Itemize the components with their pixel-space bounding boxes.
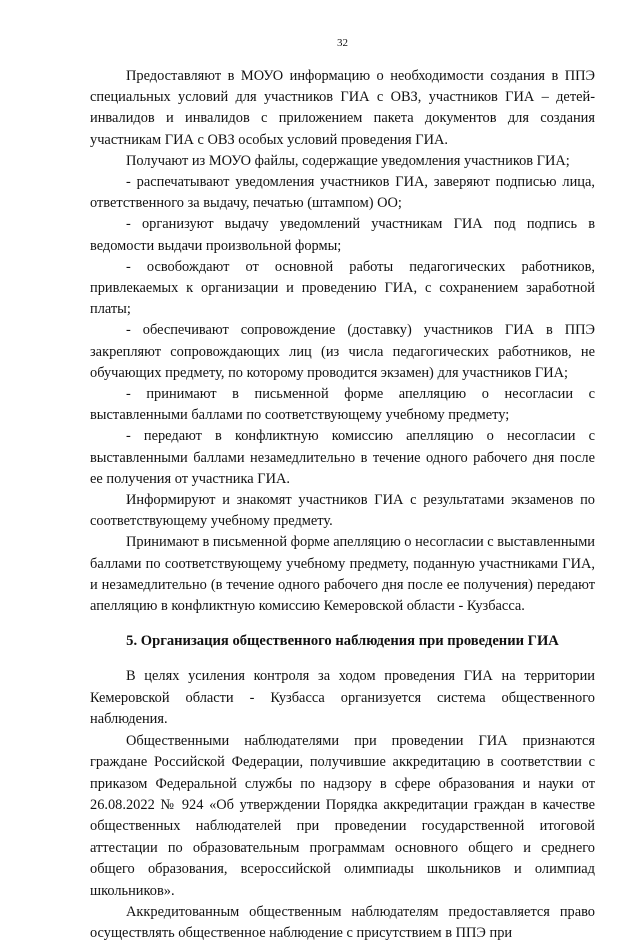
paragraph-observation-system: В целях усиления контроля за ходом проведения ГИА на территории Кемеровской области - Кузбасса организуется система общественного наблюдения. xyxy=(90,668,595,728)
list-item-escort: - обеспечивают сопровождение (доставку) участников ГИА в ППЭ закрепляют сопровождающих лиц (из числа педагогических работников, не обучающих предмету, по которому проводится экзамен) для участников ГИА; xyxy=(90,322,595,381)
paragraph-observers-rights: Аккредитованным общественным наблюдателям предоставляется право осуществлять общественное наблюдение с присутствием в ППЭ при xyxy=(90,903,595,942)
list-item-issue-notices: - организуют выдачу уведомлений участникам ГИА под подпись в ведомости выдачи произвольной формы; xyxy=(90,216,595,254)
paragraph-inform-results: Информируют и знакомят участников ГИА с результатами экзаменов по соответствующему учебному предмету. xyxy=(90,492,595,530)
paragraph-receive-files: Получают из МОУО файлы, содержащие уведомления участников ГИА; xyxy=(126,152,570,169)
page-number: 32 xyxy=(337,37,348,49)
section-public-observation xyxy=(90,666,595,944)
paragraph-mouo-info: Предоставляют в МОУО информацию о необходимости создания в ППЭ специальных условий для участников ГИА с ОВЗ, участников ГИА – детей-инвалидов и инвалидов с приложением пакета документов для создания участникам ГИА с ОВЗ особых условий проведения ГИА. xyxy=(90,68,595,148)
paragraph-accept-appeals: Принимают в письменной форме апелляцию о несогласии с выставленными баллами по соответствующему учебному предмету, поданную участниками ГИА, и незамедлительно (в течение одного рабочего дня после ее получения) передают апелляцию в конфликтную комиссию Кемеровской области - Кузбасса. xyxy=(90,534,595,615)
list-item-accept-appeal: - принимают в письменной форме апелляцию о несогласии с выставленными баллами по соответствующему учебному предмету; xyxy=(90,386,595,424)
section-heading: 5. Организация общественного наблюдения при проведении ГИА xyxy=(126,633,559,650)
list-item-release-staff: - освобождают от основной работы педагогических работников, привлекаемых к организации и проведению ГИА, с сохранением заработной платы; xyxy=(90,258,595,318)
paragraph-observers-definition: Общественными наблюдателями при проведении ГИА признаются граждане Российской Федерации, получившие аккредитацию в соответствии с приказом Федеральной службы по надзору в сфере образования и науки от 26.08.2022 № 924 «Об утверждении Порядка аккредитации граждан в качестве общественных наблюдателей при проведении государственной итоговой аттестации по образовательным программам основного общего и среднего общего образования, всероссийской олимпиады школьников и олимпиад школьников». xyxy=(90,732,595,899)
list-item-print-notices: - распечатывают уведомления участников ГИА, заверяют подписью лица, ответственного за выдачу, печатью (штампом) ОО; xyxy=(90,174,595,212)
section-responsibilities xyxy=(90,66,595,617)
list-item-forward-appeal: - передают в конфликтную комиссию апелляцию о несогласии с выставленными баллами незамедлительно в течение одного рабочего дня после ее получения от участника ГИА. xyxy=(90,428,595,487)
